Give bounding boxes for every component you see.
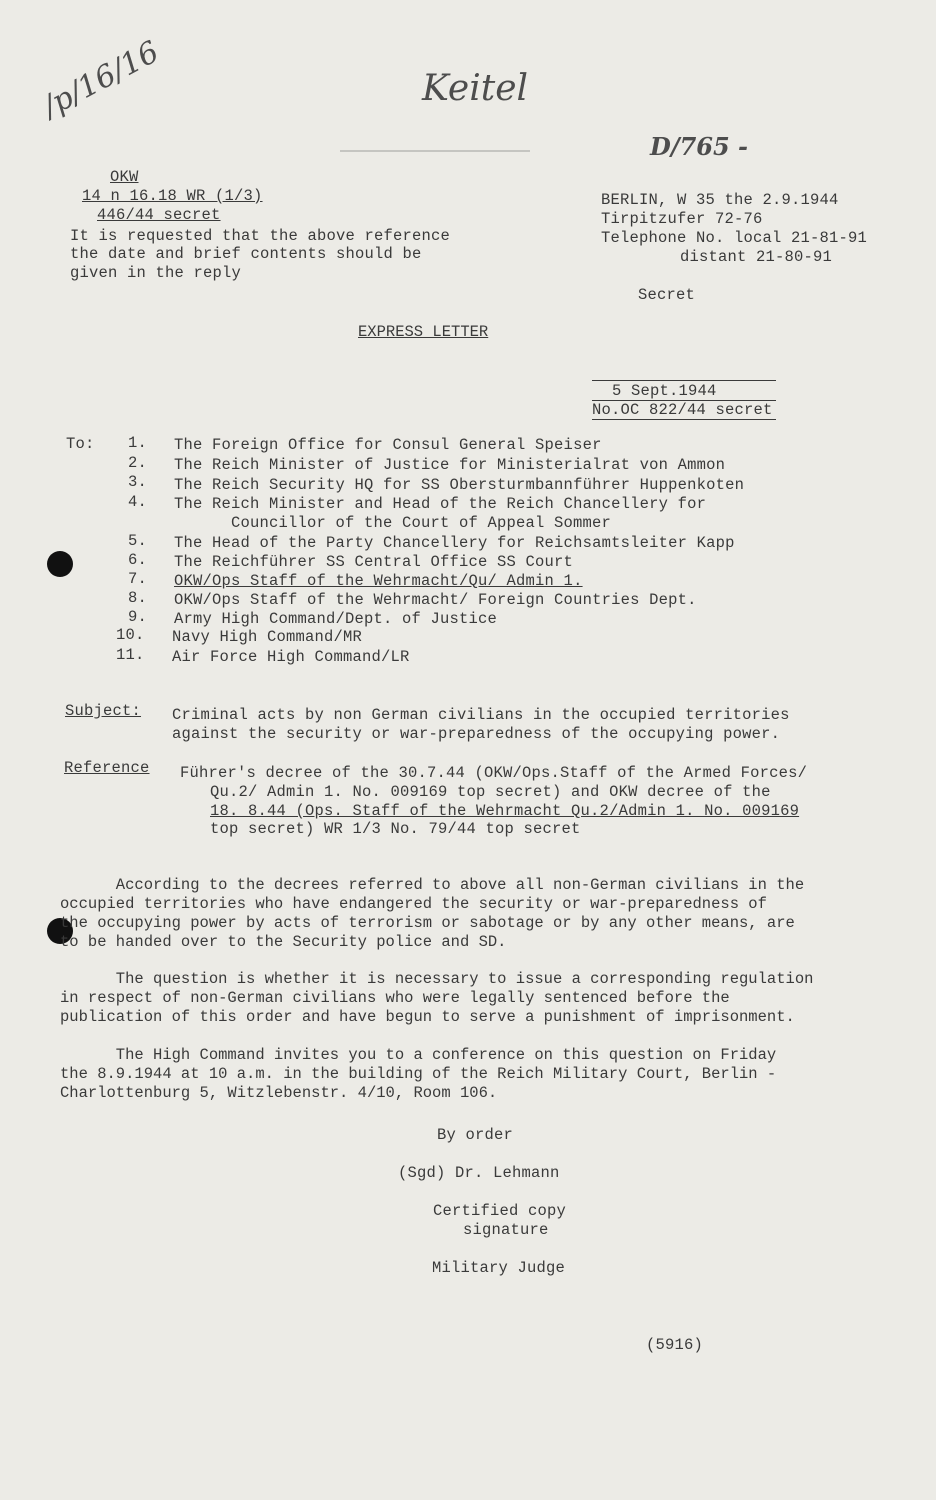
reference-line-1: Führer's decree of the 30.7.44 (OKW/Ops.Staff of the Armed Forces/ (180, 764, 808, 782)
body-paragraph-3: The High Command invites you to a conference on this question on Friday the 8.9.1944 at 10 a.m. in the building of the Reich Military Court, Berlin - Charlottenburg 5, Witzlebenstr. 4/10, Room 106. (60, 1046, 777, 1102)
reference-line-4: top secret) WR 1/3 No. 79/44 top secret (210, 820, 581, 838)
recipient-text: The Foreign Office for Consul General Speiser (174, 436, 602, 454)
recipient-number: 2. (128, 454, 148, 472)
handwritten-note-top-left: /p/16/16 (37, 34, 165, 125)
document-title: EXPRESS LETTER (358, 323, 489, 341)
reply-note-line-2: the date and brief contents should be (70, 245, 422, 263)
binder-hole-top (47, 551, 73, 577)
reference-line-2: Qu.2/ Admin 1. No. 009169 top secret) and OKW decree of the (210, 783, 771, 801)
telephone-local: Telephone No. local 21-81-91 (601, 229, 868, 247)
by-order: By order (437, 1126, 514, 1144)
recipient-text: The Reichführer SS Central Office SS Court (174, 553, 574, 571)
stamp-rule-bottom (592, 419, 776, 420)
certified-copy: Certified copy (433, 1202, 567, 1220)
classification-label: Secret (638, 286, 696, 304)
recipient-text: OKW/Ops Staff of the Wehrmacht/Qu/ Admin 1. (174, 572, 583, 590)
secret-reference: 446/44 secret (97, 206, 221, 224)
recipient-number: 11. (116, 646, 145, 664)
body-paragraph-1: According to the decrees referred to above all non-German civilians in the occupied territories who have endangered the security or war-preparedness of the occupying power by acts of terrorism or sabotage or by any other means, are to be handed over to the Security police and SD. (60, 876, 805, 951)
recipient-number: 4. (128, 493, 148, 511)
recipient-text: The Reich Minister and Head of the Reich Chancellery for (174, 495, 707, 513)
reply-note-line-3: given in the reply (70, 264, 242, 282)
recipient-text: OKW/Ops Staff of the Wehrmacht/ Foreign Countries Dept. (174, 591, 697, 609)
stamp-date: 5 Sept.1944 (612, 382, 717, 400)
recipient-text: Army High Command/Dept. of Justice (174, 610, 498, 628)
place-and-date: BERLIN, W 35 the 2.9.1944 (601, 191, 839, 209)
subject-line-2: against the security or war-preparedness of the occupying power. (172, 725, 781, 743)
document-number: D/765 - (650, 132, 748, 161)
to-label: To: (66, 435, 95, 453)
signature-label: signature (463, 1221, 549, 1239)
signed-name: (Sgd) Dr. Lehmann (398, 1164, 560, 1182)
military-judge: Military Judge (432, 1259, 566, 1277)
erased-stamp-line (340, 150, 530, 152)
recipient-number: 8. (128, 589, 148, 607)
office-code: OKW (110, 168, 139, 186)
recipient-text: Navy High Command/MR (172, 628, 363, 646)
stamp-rule-top (592, 380, 776, 381)
recipient-text: Councillor of the Court of Appeal Sommer (231, 514, 612, 532)
recipient-text: The Head of the Party Chancellery for Reichsamtsleiter Kapp (174, 534, 735, 552)
reference-label: Reference (64, 759, 150, 777)
recipient-number: 5. (128, 532, 148, 550)
street-address: Tirpitzufer 72-76 (601, 210, 763, 228)
reply-note-line-1: It is requested that the above reference (70, 227, 451, 245)
recipient-text: The Reich Minister of Justice for Ministerialrat von Ammon (174, 456, 726, 474)
recipient-number: 6. (128, 551, 148, 569)
recipient-text: The Reich Security HQ for SS Obersturmbannführer Huppenkoten (174, 476, 745, 494)
telephone-distant: distant 21-80-91 (680, 248, 833, 266)
subject-label: Subject: (65, 702, 142, 720)
stamp-number: No.OC 822/44 secret (592, 401, 773, 419)
recipient-number: 1. (128, 434, 148, 452)
body-paragraph-2: The question is whether it is necessary to issue a corresponding regulation in respect of non-German civilians who were legally sentenced before the publication of this order and have begun to serve a punishment of imprisonment. (60, 970, 814, 1026)
reference-line-3: 18. 8.44 (Ops. Staff of the Wehrmacht Qu.2/Admin 1. No. 009169 (210, 802, 800, 820)
recipient-number: 7. (128, 570, 148, 588)
subject-line-1: Criminal acts by non German civilians in the occupied territories (172, 706, 790, 724)
file-reference: 14 n 16.18 WR (1/3) (82, 187, 263, 205)
handwritten-signature-keitel: Keitel (422, 68, 529, 109)
recipient-number: 10. (116, 626, 145, 644)
recipient-number: 9. (128, 608, 148, 626)
recipient-text: Air Force High Command/LR (172, 648, 410, 666)
recipient-number: 3. (128, 473, 148, 491)
footer-number: (5916) (646, 1336, 704, 1354)
